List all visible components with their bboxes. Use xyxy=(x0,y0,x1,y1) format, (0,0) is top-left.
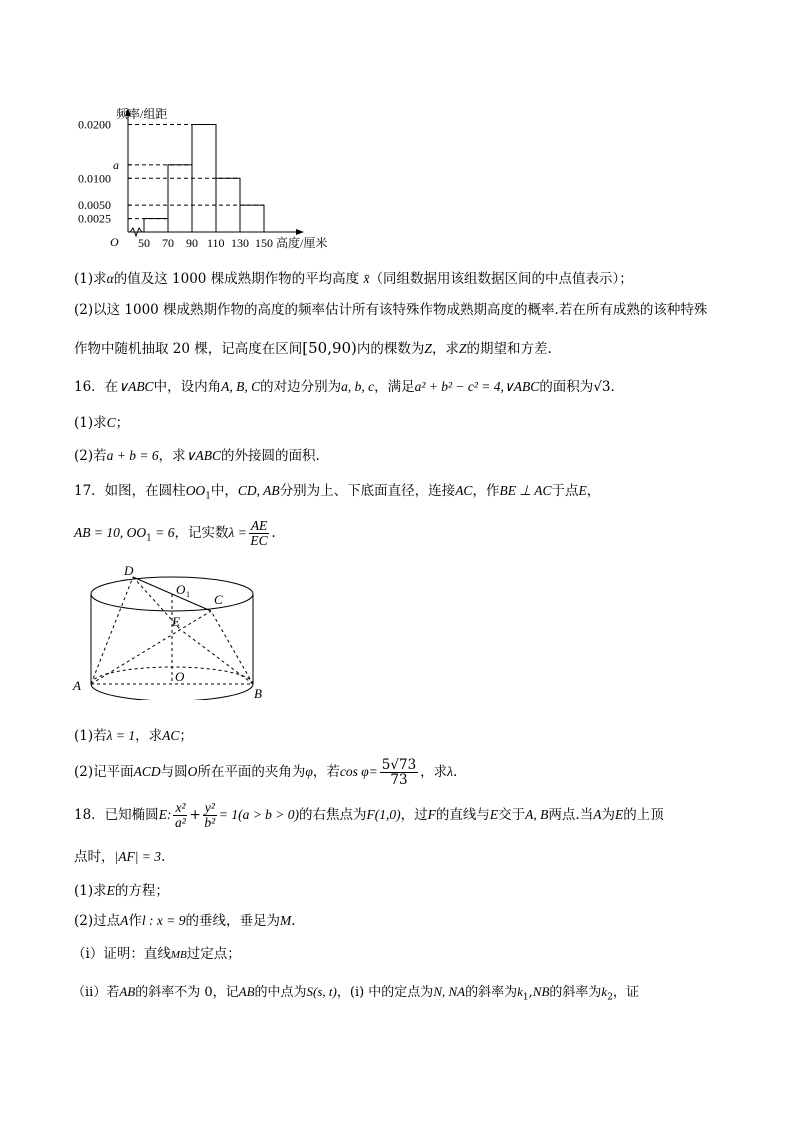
q18-pii-k2: k xyxy=(601,984,608,999)
q18-b2: b² xyxy=(204,815,216,830)
label-o1: O xyxy=(176,582,186,597)
q15-z: Z xyxy=(424,341,432,356)
q17-intro-e: 于点 xyxy=(551,483,579,499)
y-tick-label-0: 0.0200 xyxy=(78,117,111,132)
cylinder-figure xyxy=(0,560,794,700)
q18-intro-h: 的上顶 xyxy=(623,807,664,823)
q18-pi-mb: MB xyxy=(170,949,187,961)
q15-p2-line2d: 的期望和方差. xyxy=(466,341,552,357)
q18-part2-i xyxy=(72,945,241,964)
y-tick-label-1: a xyxy=(113,157,119,172)
q18-p1-a: (1)求 xyxy=(74,883,107,899)
q18-p2-b: 作 xyxy=(128,913,142,929)
x-axis-arrow xyxy=(296,229,304,235)
q18-pii-h: ，证 xyxy=(612,985,639,1000)
histogram-bar-70-90 xyxy=(168,165,192,232)
q18-pii-c: 的中点为 xyxy=(254,985,307,1000)
q18-p2-line-l: l : x = 9 xyxy=(141,913,186,928)
y-axis-label: 频率/组距 xyxy=(116,107,168,121)
q18-intro-b: 的右焦点为 xyxy=(299,807,367,823)
q18-pii-ab: AB xyxy=(119,984,136,999)
frequency-histogram xyxy=(0,0,794,260)
q18-pii-a: （ii）若 xyxy=(72,985,120,1000)
q17-oo1: OO xyxy=(185,483,206,498)
q18-pii-k2-sub: 2 xyxy=(607,992,613,1003)
x-axis-label: 高度/厘米 xyxy=(276,236,328,250)
q17-e: E xyxy=(578,483,587,498)
origin-label: O xyxy=(110,235,119,249)
q17-cos-num: 5√73 xyxy=(381,757,417,773)
x-tick-label-110: 110 xyxy=(207,236,225,250)
q17-oo1-sub: 1 xyxy=(205,491,211,502)
q18-pii-d: ，(i) 中的定点为 xyxy=(336,985,434,1000)
q18-y2: y² xyxy=(204,800,215,815)
q18-line2-b: . xyxy=(161,849,166,865)
q18-pii-e: 的斜率为 xyxy=(465,985,518,1000)
q15-p1-text-c: （同组数据用该组数据区间的中点值表示）； xyxy=(369,271,633,287)
q15-p2-line2a: 作物中随机抽取 20 棵，记高度在区间 xyxy=(74,341,303,357)
q17-p1-a: (1)若 xyxy=(74,728,107,744)
histogram-bar-50-70 xyxy=(144,219,168,232)
q17-p1-condition: λ = 1 xyxy=(106,728,136,743)
q17-p1-c: ； xyxy=(179,728,193,744)
q17-intro-c: 分别为上、下底面直径，连接 xyxy=(279,483,456,499)
q16-part1 xyxy=(74,414,129,432)
q18-af: |AF| = 3 xyxy=(114,849,162,864)
q16-triangle-2: ∨ABC xyxy=(503,379,540,394)
x-tick-label-70: 70 xyxy=(162,236,174,250)
q16-p1-text: (1)求 xyxy=(74,415,107,431)
q16-part2 xyxy=(74,447,320,465)
q18-p2-a-point: A xyxy=(120,913,129,928)
q18-x2: x² xyxy=(175,800,186,815)
q18-pii-b: 的斜率不为 0，记 xyxy=(135,985,239,1000)
q18-pii-n-na: N, NA xyxy=(433,984,466,999)
q17-p2-o: O xyxy=(187,764,198,779)
y-tick-label-4: 0.0025 xyxy=(78,211,111,226)
q17-lambda: λ = xyxy=(228,525,247,540)
q18-p2-m: M xyxy=(279,913,292,928)
segment-ad xyxy=(91,577,133,684)
q16-c: C xyxy=(106,415,116,430)
q18-intro xyxy=(74,800,664,830)
q17-p1-b: ，求 xyxy=(135,728,163,744)
q17-cos-den: 73 xyxy=(390,772,408,788)
q18-p1-b: 的方程； xyxy=(114,883,169,899)
x-tick-label-130: 130 xyxy=(231,236,249,250)
q16-intro-f: . xyxy=(610,379,615,395)
q18-intro-e: 交于 xyxy=(498,807,526,823)
y-tick-label-2: 0.0100 xyxy=(78,171,111,186)
q18-pii-ab2: AB xyxy=(238,984,255,999)
q15-interval: [50,90) xyxy=(302,339,357,357)
q18-a: A xyxy=(593,807,602,822)
q16-area: √3 xyxy=(593,379,611,395)
q18-line2 xyxy=(74,848,165,866)
q16-intro-e: 的面积为 xyxy=(539,379,594,395)
q17-p2-phi: φ xyxy=(305,764,313,779)
q16-intro-b: 中，设内角 xyxy=(153,379,222,395)
q16-p2-c: 的外接圆的面积. xyxy=(221,448,320,464)
q16-triangle: ∨ABC xyxy=(118,379,154,394)
q17-line2-sub: 1 xyxy=(146,533,152,544)
q15-part1 xyxy=(74,270,633,288)
q17-intro xyxy=(74,482,600,506)
q17-line2-c: ，记实数 xyxy=(174,525,229,541)
q16-intro xyxy=(74,378,615,396)
q17-be-perp: BE ⊥ AC xyxy=(499,483,552,498)
q18-equation-rhs: = 1(a > b > 0) xyxy=(218,807,300,822)
q17-p2-f: . xyxy=(453,764,458,780)
q18-plus: + xyxy=(189,807,201,823)
q18-part1 xyxy=(74,882,169,900)
q18-pii-nb: NB xyxy=(532,984,550,999)
segment-ac xyxy=(91,611,211,684)
q17-p2-acd: ACD xyxy=(133,764,161,779)
q17-cos-fraction xyxy=(380,758,418,787)
bottom-ellipse-front xyxy=(91,684,253,700)
q15-xbar: x̄ xyxy=(363,271,370,286)
q17-p2-d: ，若 xyxy=(312,764,340,780)
q18-y-fraction xyxy=(203,801,217,830)
label-o: O xyxy=(175,669,185,684)
x-tick-label-90: 90 xyxy=(186,236,198,250)
q18-p1-e: E xyxy=(106,883,115,898)
q15-p1-text: (1)求 xyxy=(74,271,107,287)
q15-p1-text-b: 的值及这 1000 棵成熟期作物的平均高度 xyxy=(113,271,360,287)
q16-p2-b: ，求 xyxy=(158,448,186,464)
label-e: E xyxy=(172,614,180,629)
x-tick-label-150: 150 xyxy=(255,236,273,250)
q17-cd-ab: CD, AB xyxy=(237,483,280,498)
q18-a2: a² xyxy=(175,815,186,830)
q17-p2-c: 所在平面的夹角为 xyxy=(197,764,306,780)
q17-frac-num: AE xyxy=(250,518,268,533)
q16-p2-triangle: ∨ABC xyxy=(185,448,221,463)
q17-intro-a: 17．如图，在圆柱 xyxy=(74,483,186,499)
q17-p2-a: (2)记平面 xyxy=(74,764,134,780)
q15-alpha: α xyxy=(106,271,114,286)
q18-intro-d: 的直线与 xyxy=(435,807,490,823)
q15-p2-line1: (2)以这 1000 棵成熟期作物的高度的频率估计所有该特殊作物成熟期高度的概率.若在所有成熟的该种特殊 xyxy=(74,302,708,318)
q18-x-fraction xyxy=(173,801,187,830)
q17-line2-end: . xyxy=(271,525,276,541)
q18-pii-s: S(s, t) xyxy=(306,984,337,999)
q17-ac: AC xyxy=(455,483,473,498)
q16-condition: a² + b² − c² = 4, xyxy=(414,379,504,394)
histogram-bar-130-150 xyxy=(240,205,264,232)
q17-line2 xyxy=(74,518,276,554)
q18-p2-a: (2)过点 xyxy=(74,913,121,929)
q17-p2-lambda: λ xyxy=(447,764,454,779)
q15-p2-line2c: ，求 xyxy=(431,341,459,357)
q18-p2-d: . xyxy=(291,913,296,929)
q17-p1-ac: AC xyxy=(162,728,180,743)
q18-intro-g: 为 xyxy=(601,807,615,823)
q16-p2-condition: a + b = 6 xyxy=(106,448,159,463)
q18-pii-f: , xyxy=(528,985,533,1000)
q18-intro-c: ，过 xyxy=(400,807,428,823)
label-a: A xyxy=(73,678,81,693)
bottom-ellipse-back xyxy=(91,667,253,684)
q17-line2-a: AB = 10, OO xyxy=(74,525,147,540)
q18-part2 xyxy=(74,912,296,930)
q15-part2-line2 xyxy=(74,339,552,358)
q16-intro-d: ，满足 xyxy=(374,379,415,395)
q18-pii-g: 的斜率为 xyxy=(549,985,602,1000)
q18-pi-a: （i）证明：直线 xyxy=(72,946,171,962)
q15-part2-line1 xyxy=(74,301,707,319)
q18-pii-k1: k xyxy=(517,984,523,999)
q18-ab: A, B xyxy=(525,807,549,822)
q16-intro-a: 16．在 xyxy=(74,379,119,395)
q18-intro-a: 18．已知椭圆 xyxy=(74,807,159,823)
q18-line2-a: 点时， xyxy=(74,849,115,865)
q18-focus: F(1,0) xyxy=(366,807,401,822)
q18-f: F xyxy=(427,807,436,822)
q16-sides: a, b, c xyxy=(341,379,375,394)
q17-fraction xyxy=(249,519,270,548)
q17-p2-cos: cos φ= xyxy=(339,764,378,779)
q15-p2-line2b: 内的棵数为 xyxy=(356,341,425,357)
q18-e2: E xyxy=(614,807,624,822)
q18-intro-f: 两点.当 xyxy=(548,807,594,823)
q17-part1 xyxy=(74,727,193,745)
q18-e-colon: E: xyxy=(158,807,172,822)
q16-p2-a: (2)若 xyxy=(74,448,107,464)
q17-intro-b: 中， xyxy=(210,483,238,499)
q18-e: E xyxy=(489,807,499,822)
q15-z2: Z xyxy=(458,341,467,356)
label-c: C xyxy=(214,592,223,607)
segment-be xyxy=(181,630,253,684)
q16-angles: A, B, C xyxy=(221,379,261,394)
q17-line2-b: = 6 xyxy=(151,525,175,540)
y-tick-label-3: 0.0050 xyxy=(78,198,111,213)
q18-part2-ii xyxy=(72,983,639,1007)
label-b: B xyxy=(254,686,262,700)
q18-pi-b: 过定点； xyxy=(186,946,241,962)
q18-pii-k1-sub: 1 xyxy=(522,992,529,1003)
x-tick-label-50: 50 xyxy=(138,236,150,250)
q17-frac-den: EC xyxy=(250,533,268,548)
q17-p2-b: 与圆 xyxy=(160,764,188,780)
q16-p1-end: ； xyxy=(115,415,130,431)
label-o1-sub: 1 xyxy=(186,590,190,599)
q17-p2-e: ，求 xyxy=(420,764,448,780)
q17-intro-f: ， xyxy=(586,483,601,499)
q17-intro-d: ，作 xyxy=(472,483,500,499)
q17-part2 xyxy=(74,757,457,787)
label-d: D xyxy=(124,563,134,578)
q18-p2-c: 的垂线，垂足为 xyxy=(185,913,280,929)
q16-intro-c: 的对边分别为 xyxy=(260,379,342,395)
